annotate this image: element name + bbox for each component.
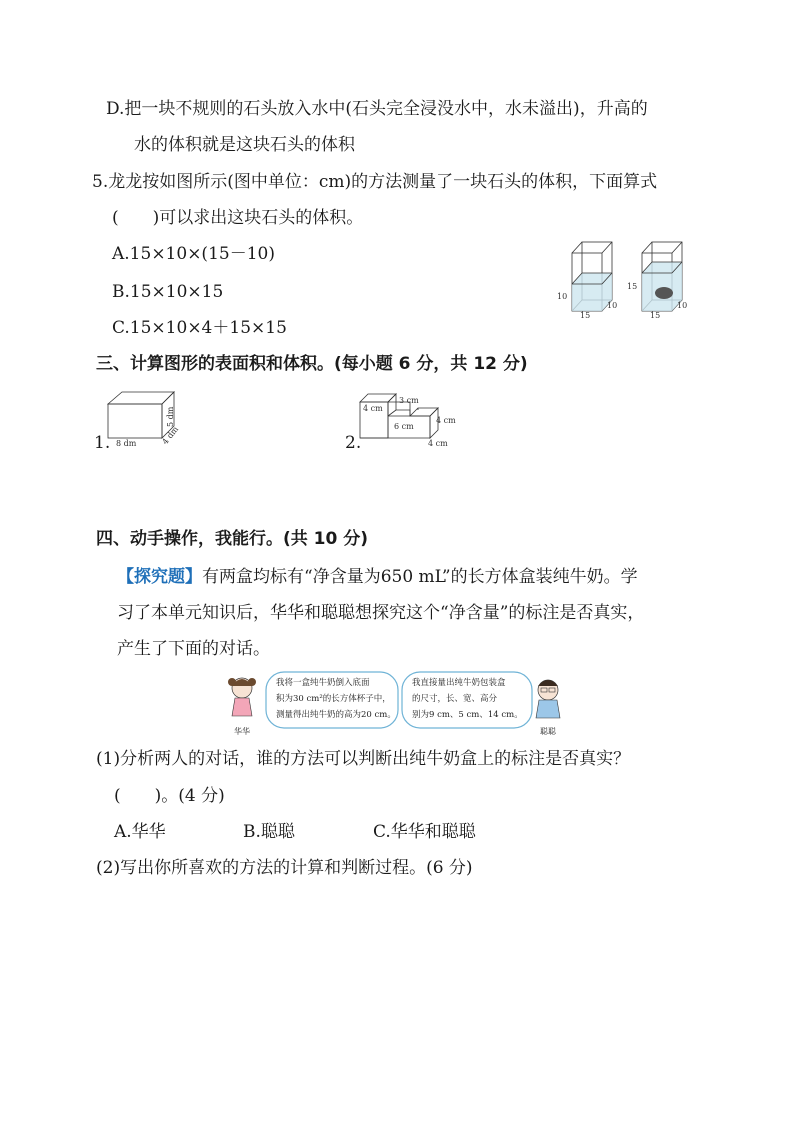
right-bubble-line1: 我直接量出纯牛奶包装盒: [412, 678, 506, 688]
right-depth-label: 10: [677, 301, 688, 310]
left-bubble-line2: 积为30 cm²的长方体杯子中，: [276, 694, 391, 704]
q1-blank: ( )。(4 分): [114, 786, 225, 806]
cuboid-figure: [106, 390, 186, 450]
q5-stem-line2: ( )可以求出这块石头的体积。: [112, 208, 364, 228]
cuboid-length-label: 8 dm: [116, 439, 137, 448]
explore-tag: 【探究题】: [117, 567, 202, 587]
intro-line1: 【探究题】有两盒均标有“净含量为650 mL”的长方体盒装纯牛奶。学: [117, 567, 638, 587]
intro-line3: 产生了下面的对话。: [117, 639, 270, 659]
cuboid-width-label: 4 dm: [160, 424, 181, 447]
section-3-title: 三、计算图形的表面积和体积。(每小题 6 分，共 12 分): [96, 354, 528, 374]
right-bubble-line2: 的尺寸，长、宽、高分: [412, 694, 498, 704]
q2-stem: (2)写出你所喜欢的方法的计算和判断过程。(6 分): [96, 858, 473, 878]
q4-option-d-line1: D.把一块不规则的石头放入水中(石头完全浸没水中，水未溢出)，升高的: [106, 99, 648, 119]
q5-option-b: B.15×10×15: [112, 282, 224, 302]
q1-option-b: B.聪聪: [243, 822, 295, 842]
q5-option-a: A.15×10×(15－10): [112, 244, 275, 264]
right-bubble-line3: 别为9 cm、5 cm、14 cm。: [412, 710, 523, 720]
stone-shape: [655, 287, 673, 299]
shape-label-d: 4 cm: [436, 416, 456, 425]
left-height-label: 10: [557, 292, 568, 301]
intro-line2: 习了本单元知识后，华华和聪聪想探究这个“净含量”的标注是否真实，: [117, 603, 645, 623]
q5-option-c: C.15×10×4＋15×15: [112, 318, 287, 338]
q5-stem-line1: 5.龙龙按如图所示(图中单位：cm)的方法测量了一块石头的体积，下面算式: [92, 172, 658, 192]
right-height-label: 15: [627, 282, 638, 291]
shape-label-b: 3 cm: [399, 396, 419, 405]
left-depth-label: 10: [607, 301, 618, 310]
left-width-label: 15: [580, 311, 591, 320]
container-after: [642, 242, 682, 311]
q1-stem: (1)分析两人的对话，谁的方法可以判断出纯牛奶盒上的标注是否真实？: [96, 749, 631, 769]
girl-icon: [228, 678, 256, 716]
l-shape-figure: [358, 390, 458, 450]
section-4-title: 四、动手操作，我能行。(共 10 分): [96, 529, 369, 549]
name-congcong: 聪聪: [540, 727, 556, 736]
dialogue-illustration: [226, 668, 572, 740]
shape-label-c: 6 cm: [394, 422, 414, 431]
problem-2-label: 2.: [345, 433, 362, 453]
shape-label-a: 4 cm: [363, 404, 383, 413]
name-huahua: 华华: [234, 727, 250, 736]
q4-option-d-line2: 水的体积就是这块石头的体积: [134, 135, 355, 155]
q1-option-c: C.华华和聪聪: [373, 822, 476, 842]
left-bubble-line1: 我将一盒纯牛奶倒入底面: [276, 678, 370, 688]
q5-container-figure: [552, 236, 702, 322]
container-before: [572, 242, 612, 311]
right-width-label: 15: [650, 311, 661, 320]
q1-option-a: A.华华: [114, 822, 166, 842]
problem-1-label: 1.: [94, 433, 111, 453]
boy-icon: [536, 680, 560, 718]
cuboid-height-label: 5 dm: [166, 406, 175, 427]
shape-label-e: 4 cm: [428, 439, 448, 448]
left-bubble-line3: 测量得出纯牛奶的高为20 cm。: [276, 710, 396, 720]
